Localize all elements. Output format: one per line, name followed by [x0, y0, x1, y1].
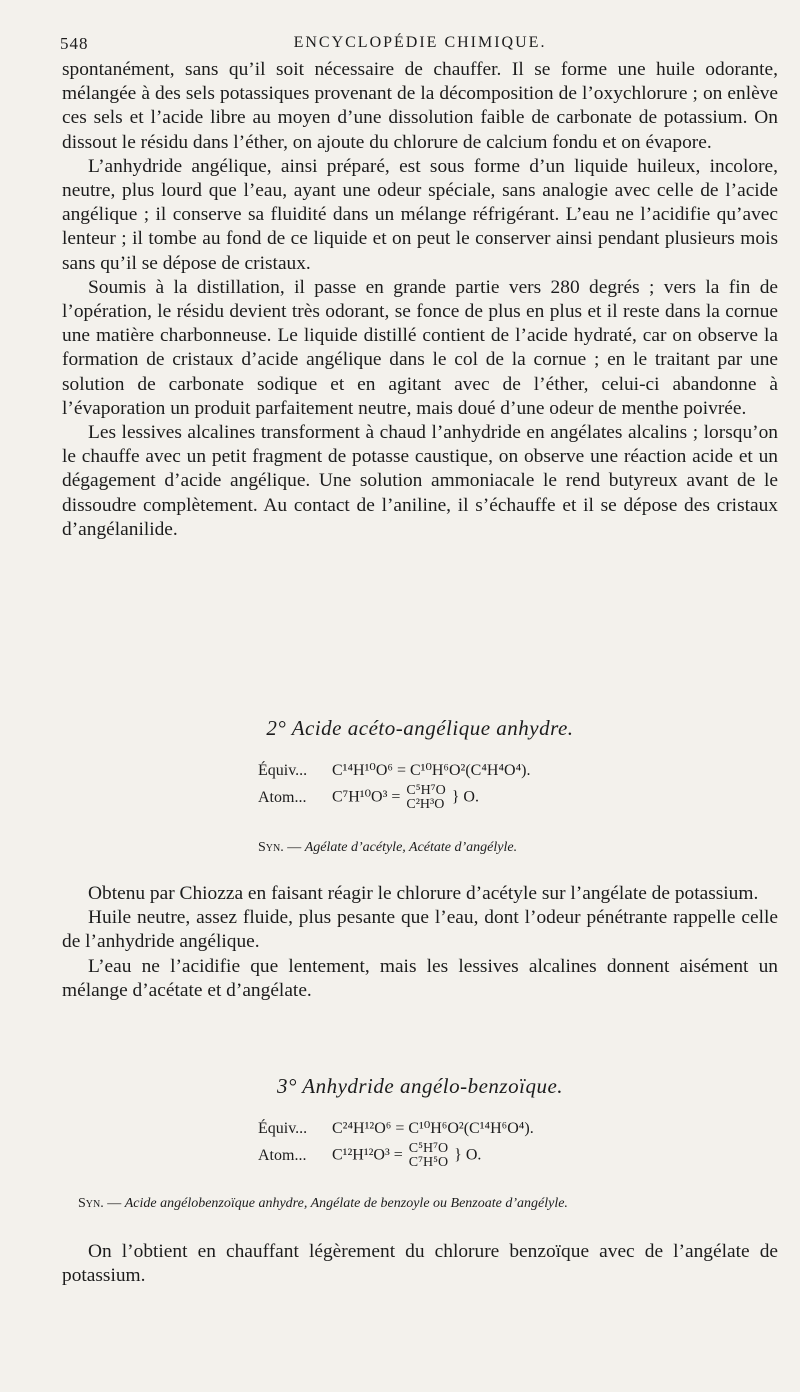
section-text	[62, 1240, 778, 1288]
formula-text: C²⁴H¹²O⁶ = C¹⁰H⁶O²(C¹⁴H⁶O⁴).	[332, 1120, 534, 1137]
formula-tail: O.	[463, 788, 479, 806]
synonyms	[258, 840, 517, 856]
paragraph: On l’obtient en chauffant légèrement du chlorure benzoïque avec de l’angélate de potassium.	[62, 1241, 778, 1287]
section-title: 3° Anhydride angélo-benzoïque.	[276, 1074, 564, 1098]
formula-group-bottom: C⁷H⁵O	[408, 1155, 449, 1170]
formula-label: Équiv...	[258, 762, 308, 779]
section-heading	[62, 1074, 778, 1099]
section-text	[62, 882, 778, 1003]
paragraph: L’eau ne l’acidifie que lentement, mais les lessives alcalines donnent aisément un mélange d’acétate et d’angélate.	[62, 955, 778, 1001]
running-title: ENCYCLOPÉDIE CHIMIQUE.	[293, 34, 547, 51]
syn-text: Agélate d’acétyle, Acétate d’angélyle.	[304, 840, 518, 855]
formula-group-top: C⁵H⁷O	[406, 783, 446, 798]
formula-group	[406, 784, 445, 812]
syn-prefix: Syn. —	[78, 1196, 122, 1211]
synonyms	[78, 1196, 568, 1212]
page-number: 548	[60, 34, 89, 53]
syn-text: Acide angélobenzoïque anhydre, Angélate de benzoyle ou Benzoate d’angélyle.	[124, 1196, 568, 1211]
formula-text: C¹⁴H¹⁰O⁶ = C¹⁰H⁶O²(C⁴H⁴O⁴).	[332, 762, 531, 779]
atom-formula: Atom... C¹²H¹²O³ = C⁵H⁷O C⁷H⁵O } O.	[258, 1141, 482, 1170]
section-title: 2° Acide acéto-angélique anhydre.	[266, 716, 574, 740]
formula-label: Atom...	[258, 1146, 307, 1164]
formula-group	[409, 1142, 448, 1170]
paragraph: Huile neutre, assez fluide, plus pesante que l’eau, dont l’odeur pénétrante rappelle celle de l’anhydride angélique.	[62, 907, 778, 953]
section-heading	[62, 716, 778, 741]
formula-label: Équiv...	[258, 1120, 308, 1137]
formula-text: C⁷H¹⁰O³ =	[332, 788, 401, 806]
paragraph: Obtenu par Chiozza en faisant réagir le chlorure d’acétyle sur l’angélate de potassium.	[88, 883, 759, 904]
paragraph: spontanément, sans qu’il soit nécessaire de chauffer. Il se forme une huile odorante, mélangée à des sels potassiques provenant de la décomposition de l’oxychlorure ; on enlève ces sels et l’acide libre au moyen d’une dissolution faible de carbonate de potassium. On dissout le résidu dans l’éther, on ajoute du chlorure de calcium fondu et on évapore.	[62, 59, 778, 153]
equiv-formula	[258, 1118, 534, 1138]
equiv-formula	[258, 760, 531, 780]
main-text	[62, 58, 778, 542]
formula-tail: O.	[465, 1146, 482, 1164]
syn-prefix: Syn. —	[258, 840, 302, 855]
formula-group-bottom: C²H³O	[406, 797, 445, 812]
formula-label: Atom...	[258, 788, 307, 806]
paragraph: Les lessives alcalines transforment à chaud l’anhydride en angélates alcalins ; lorsqu’on le chauffe avec un petit fragment de potasse caustique, on observe une réaction acide et un dégagement d’acide angélique. Une solution ammoniacale le rend butyreux avant de le dissoudre complètement. Au contact de l’aniline, il s’échauffe et il se dépose des cristaux d’angélanilide.	[62, 422, 778, 540]
formula-group-top: C⁵H⁷O	[408, 1141, 449, 1156]
paragraph: L’anhydride angélique, ainsi préparé, est sous forme d’un liquide huileux, incolore, neutre, plus lourd que l’eau, ayant une odeur spéciale, sans analogie avec celle de l’acide angélique ; il conserve sa fluidité dans un mélange réfrigérant. L’eau ne l’acidifie qu’avec lenteur ; il tombe au fond de ce liquide et on peut le conserver ainsi pendant plusieurs mois sans qu’il se dépose de cristaux.	[62, 155, 778, 274]
page-header	[60, 34, 780, 58]
paragraph: Soumis à la distillation, il passe en grande partie vers 280 degrés ; vers la fin de l’opération, le résidu devient très odorant, se fonce de plus en plus et il reste dans la cornue une matière charbonneuse. Le liquide distillé contient de l’acide hydraté, car on observe la formation de cristaux d’acide angélique dans le col de la cornue ; en le traitant par une solution de carbonate sodique et en agitant avec de l’éther, celui-ci abandonne à l’évaporation un produit parfaitement neutre, mais doué d’une odeur de menthe poivrée.	[62, 276, 778, 419]
atom-formula: Atom... C⁷H¹⁰O³ = C⁵H⁷O C²H³O } O.	[258, 783, 479, 812]
formula-text: C¹²H¹²O³ =	[332, 1146, 403, 1164]
